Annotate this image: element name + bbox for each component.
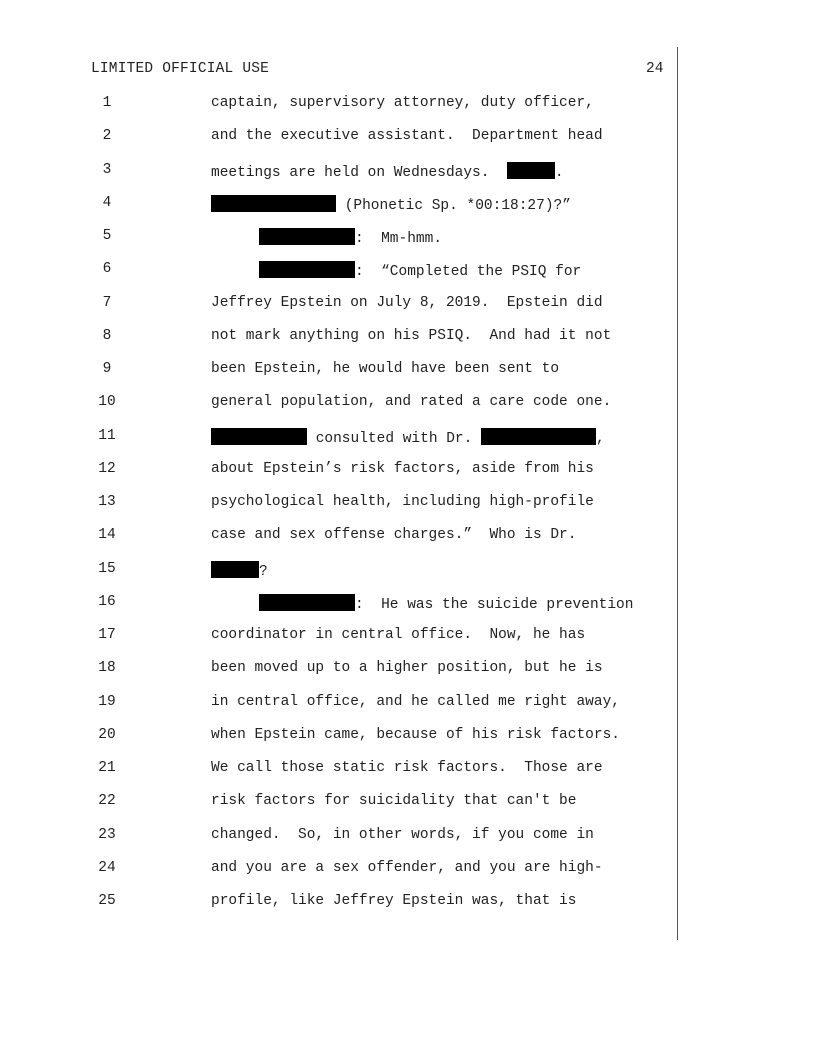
transcript-line (0, 527, 680, 547)
line-text-segment: and you are a sex offender, and you are high- (211, 859, 603, 876)
line-text-segment: : “Completed the PSIQ for (355, 264, 582, 281)
transcript-line (0, 627, 680, 647)
line-number: 1 (102, 95, 112, 111)
line-text (211, 527, 576, 543)
transcript-line (0, 162, 680, 182)
transcript-line (0, 860, 680, 880)
line-number: 11 (98, 427, 116, 444)
line-number: 16 (98, 593, 116, 610)
line-number: 18 (98, 660, 116, 677)
line-number: 17 (98, 627, 116, 643)
line-number: 9 (102, 361, 112, 377)
line-number: 22 (98, 793, 116, 810)
line-number: 23 (98, 826, 116, 843)
line-text-segment: consulted with Dr. (307, 430, 482, 447)
line-text (211, 627, 585, 643)
line-number: 25 (98, 893, 116, 909)
line-text (211, 694, 620, 710)
line-text (211, 860, 603, 876)
line-text (211, 428, 605, 447)
line-text-segment: general population, and rated a care code one. (211, 394, 612, 411)
line-text-segment: Jeffrey Epstein on July 8, 2019. Epstein did (211, 294, 603, 311)
transcript-line (0, 295, 680, 315)
line-text (211, 195, 571, 214)
line-number: 2 (102, 128, 112, 145)
transcript-line (0, 261, 680, 281)
page-number: 24 (646, 61, 664, 77)
line-text (259, 228, 442, 247)
redaction-block (259, 261, 355, 278)
line-text (211, 162, 564, 181)
redaction-block (211, 195, 336, 212)
line-text-segment: captain, supervisory attorney, duty officer, (211, 95, 594, 111)
transcript-line (0, 694, 680, 714)
transcript-line (0, 660, 680, 680)
line-text (211, 827, 594, 843)
line-text-segment: psychological health, including high-profile (211, 494, 594, 510)
line-text-segment: . (554, 164, 564, 181)
line-number: 12 (98, 460, 116, 477)
transcript-line (0, 128, 680, 148)
transcript-line (0, 328, 680, 348)
line-number: 14 (98, 527, 116, 544)
line-text-segment: , (596, 430, 605, 447)
line-number: 13 (98, 494, 116, 510)
line-number: 20 (98, 726, 116, 743)
line-text (211, 328, 611, 344)
line-number: 15 (98, 560, 116, 577)
line-text (211, 394, 611, 410)
transcript-line (0, 594, 680, 614)
line-text-segment: We call those static risk factors. Those are (211, 760, 603, 776)
line-number: 7 (102, 294, 112, 311)
line-text-segment: meetings are held on Wednesdays. (211, 164, 507, 181)
line-text-segment: and the executive assistant. Department head (211, 128, 603, 145)
line-number: 4 (102, 194, 112, 211)
redaction-block (211, 561, 259, 578)
transcript-line (0, 561, 680, 581)
line-text (211, 893, 576, 909)
redaction-block (507, 162, 555, 179)
transcript-line (0, 793, 680, 813)
line-number: 6 (102, 261, 112, 278)
line-text-segment: profile, like Jeffrey Epstein was, that is (211, 893, 577, 909)
line-number: 21 (98, 760, 116, 776)
line-number: 3 (102, 161, 112, 178)
line-text (211, 727, 620, 743)
line-text-segment: : He was the suicide prevention (355, 596, 634, 613)
line-text (211, 95, 594, 111)
redaction-block (481, 428, 596, 445)
line-text (259, 594, 633, 613)
transcript-line (0, 95, 680, 115)
line-text-segment: about Epstein’s risk factors, aside from his (211, 460, 594, 477)
line-number: 10 (98, 394, 116, 411)
line-text (211, 461, 594, 477)
line-text-segment: not mark anything on his PSIQ. And had it not (211, 327, 612, 344)
transcript-line (0, 394, 680, 414)
transcript-line (0, 893, 680, 913)
line-text-segment: when Epstein came, because of his risk factors. (211, 726, 620, 743)
line-text (211, 361, 559, 377)
line-text (259, 261, 581, 280)
transcript-line (0, 494, 680, 514)
line-text (211, 494, 594, 510)
line-text-segment: risk factors for suicidality that can't be (211, 793, 577, 810)
line-number: 19 (98, 693, 116, 710)
line-number: 24 (98, 859, 116, 876)
transcript-line (0, 727, 680, 747)
line-text-segment: : Mm-hmm. (355, 231, 443, 247)
transcript-line (0, 428, 680, 448)
line-number: 8 (102, 327, 112, 344)
transcript-line (0, 228, 680, 248)
line-text (211, 793, 576, 809)
line-text-segment: been moved up to a higher position, but he is (211, 660, 603, 677)
transcript-line (0, 827, 680, 847)
line-text-segment: coordinator in central office. Now, he has (211, 627, 586, 643)
line-text-segment: been Epstein, he would have been sent to (211, 361, 560, 377)
redaction-block (211, 428, 307, 445)
line-text-segment: (Phonetic Sp. *00:18:27)?” (336, 197, 571, 214)
line-text (211, 295, 603, 311)
line-text (211, 561, 268, 580)
redaction-block (259, 228, 355, 245)
line-text-segment: changed. So, in other words, if you come in (211, 826, 594, 843)
line-text-segment: in central office, and he called me right away, (211, 693, 620, 710)
classification-header: LIMITED OFFICIAL USE (91, 61, 270, 77)
transcript-line (0, 361, 680, 381)
line-text (211, 660, 603, 676)
transcript-line (0, 461, 680, 481)
transcript-line (0, 760, 680, 780)
line-text (211, 760, 603, 776)
transcript-line (0, 195, 680, 215)
line-text-segment: case and sex offense charges.” Who is Dr. (211, 527, 577, 544)
redaction-block (259, 594, 355, 611)
line-number: 5 (102, 228, 112, 244)
line-text (211, 128, 603, 144)
line-text-segment: ? (259, 563, 268, 580)
